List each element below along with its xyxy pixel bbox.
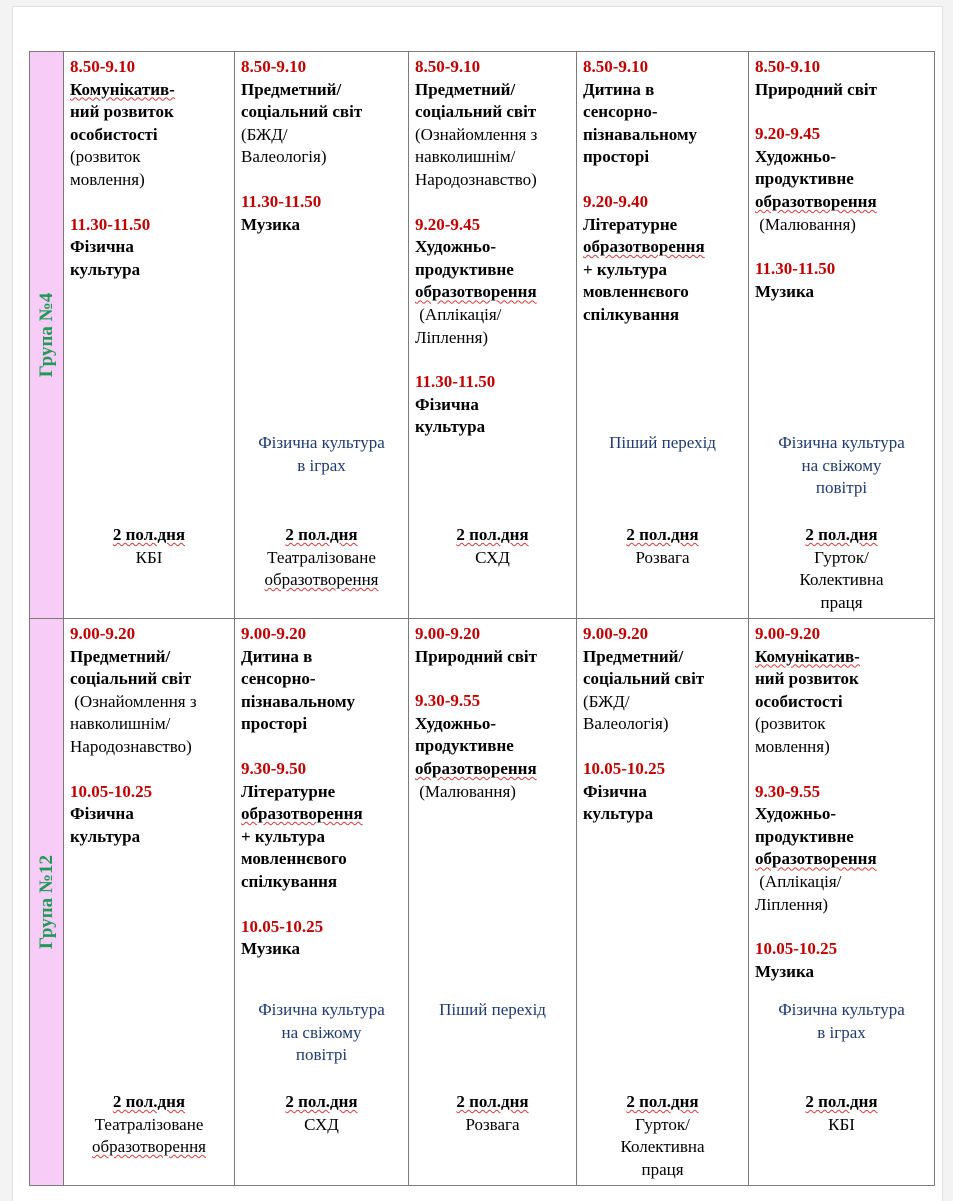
day-cell xyxy=(235,52,409,619)
afternoon-activity-line: Театралізоване xyxy=(267,547,376,567)
afternoon-activity-line: праця xyxy=(820,592,863,612)
lesson-note-line: (Аплікація/ xyxy=(755,871,842,891)
day-cell xyxy=(577,52,749,619)
lesson-note-line: Народознавство) xyxy=(70,736,192,756)
lesson-subject-line: Предметний/ xyxy=(241,79,342,99)
lesson-note-line: мовлення) xyxy=(755,736,830,756)
lesson-subject-line: Художньо- xyxy=(755,146,837,166)
lesson-note-line: навколишнім/ xyxy=(415,147,516,167)
day-cell xyxy=(409,619,577,1186)
lesson-note-line: Валеологія) xyxy=(583,714,669,734)
day-cell xyxy=(749,619,935,1186)
outdoor-activity-line: на свіжому xyxy=(801,455,882,475)
lesson-subject-line: Фізична xyxy=(70,237,134,257)
afternoon-activity-line: Розвага xyxy=(635,547,690,567)
outdoor-activity-line: повітрі xyxy=(295,1045,348,1065)
afternoon-heading: 2 пол.дня xyxy=(626,525,699,544)
lesson-subject-line: Предметний/ xyxy=(415,79,516,99)
lesson-subject-line: Природний світ xyxy=(755,79,877,99)
afternoon-activity-line: Гурток/ xyxy=(635,1114,690,1134)
group-cell xyxy=(30,52,64,619)
afternoon-heading: 2 пол.дня xyxy=(626,1092,699,1111)
lesson-subject-line: Фізична xyxy=(583,781,647,801)
lesson-note-line: (Малювання) xyxy=(415,781,516,801)
afternoon-activity xyxy=(235,524,408,592)
outdoor-activity xyxy=(751,432,932,500)
lesson-time: 9.00-9.20 xyxy=(415,624,481,643)
afternoon-activity-line: Театралізоване xyxy=(94,1114,204,1134)
afternoon-activity-line: образотворення xyxy=(92,1137,206,1157)
lesson-note-line: навколишнім/ xyxy=(70,714,171,734)
afternoon-activity xyxy=(409,1091,576,1136)
outdoor-activity-line: в іграх xyxy=(817,1022,866,1042)
lesson-time: 8.50-9.10 xyxy=(583,57,649,76)
lesson-subject-line: продуктивне xyxy=(415,736,514,756)
lesson-note-line: (розвиток xyxy=(755,714,826,734)
lesson-time: 9.00-9.20 xyxy=(583,624,649,643)
lesson-time: 10.05-10.25 xyxy=(70,781,153,801)
lesson-note-line: (розвиток xyxy=(70,147,141,167)
lesson-time: 10.05-10.25 xyxy=(241,916,324,936)
lesson-note-line: (БЖД/ xyxy=(241,124,288,144)
schedule-row xyxy=(30,619,935,1186)
lesson-subject-line: Музика xyxy=(241,939,300,959)
lesson-subject-line: Фізична xyxy=(415,394,479,414)
lesson-time: 9.20-9.45 xyxy=(415,214,481,234)
afternoon-activity xyxy=(64,1091,234,1159)
lesson-subject-line: образотворення xyxy=(415,282,537,302)
outdoor-activity-line: Фізична культура xyxy=(778,1000,905,1019)
lesson-subject-line: сенсорно- xyxy=(241,669,316,689)
afternoon-activity xyxy=(64,524,234,569)
outdoor-activity-line: Фізична культура xyxy=(258,433,385,452)
lesson-time: 9.30-9.55 xyxy=(415,691,481,711)
lesson-subject-line: культура xyxy=(583,804,654,824)
day-cell xyxy=(64,52,235,619)
lesson-subject-line: ний розвиток xyxy=(755,669,859,689)
outdoor-activity xyxy=(237,999,406,1067)
lesson-line xyxy=(755,646,930,669)
day-cell xyxy=(64,619,235,1186)
afternoon-activity-line: СХД xyxy=(304,1114,339,1134)
lesson-subject-line: образотворення xyxy=(755,191,877,211)
schedule-row xyxy=(30,52,935,619)
lesson-time: 11.30-11.50 xyxy=(755,259,836,279)
lesson-subject-line: Художньо- xyxy=(415,713,497,733)
lesson-subject-line: культура xyxy=(70,259,141,279)
lesson-subject-line: мовленнєвого xyxy=(583,282,689,302)
lesson-subject-line: мовленнєвого xyxy=(241,849,347,869)
lesson-note-line: Народознавство) xyxy=(415,169,537,189)
afternoon-activity xyxy=(409,524,576,569)
lesson-note-line: Валеологія) xyxy=(241,147,327,167)
lesson-note-line: Ліплення) xyxy=(755,894,829,914)
lesson-subject-line: просторі xyxy=(241,714,308,734)
lesson-time: 11.30-11.50 xyxy=(241,191,322,211)
lesson-subject-line: спілкування xyxy=(241,871,338,891)
lesson-subject-line: образотворення xyxy=(415,758,537,778)
lesson-subject-line: сенсорно- xyxy=(583,102,658,122)
lesson-note-line: мовлення) xyxy=(70,169,145,189)
schedule-table xyxy=(29,51,935,1186)
lesson-subject-line: Художньо- xyxy=(755,804,837,824)
lesson-note-line: (Малювання) xyxy=(755,214,856,234)
lesson-subject-line: образотворення xyxy=(241,804,363,824)
afternoon-activity-line: Колективна xyxy=(799,570,884,590)
lesson-note-line: (Ознайомлення з xyxy=(70,691,197,711)
lesson-subject-line: Фізична xyxy=(70,804,134,824)
lesson-note-line: (БЖД/ xyxy=(583,691,630,711)
outdoor-activity xyxy=(579,432,746,455)
afternoon-heading: 2 пол.дня xyxy=(112,525,186,544)
lesson-subject-line: Предметний/ xyxy=(583,646,684,666)
lesson-line xyxy=(583,236,744,259)
outdoor-activity xyxy=(751,999,932,1044)
afternoon-heading: 2 пол.дня xyxy=(456,1092,529,1111)
lesson-time: 9.00-9.20 xyxy=(755,624,821,643)
afternoon-heading: 2 пол.дня xyxy=(285,525,358,544)
lesson-subject-line: Літературне xyxy=(241,781,336,801)
lesson-subject-line: Музика xyxy=(241,214,300,234)
outdoor-activity xyxy=(411,999,574,1022)
lesson-subject-line: культура xyxy=(415,417,486,437)
lesson-subject-line: соціальний світ xyxy=(415,102,537,122)
afternoon-heading: 2 пол.дня xyxy=(805,1092,878,1111)
afternoon-activity xyxy=(749,1091,934,1136)
group-cell xyxy=(30,619,64,1186)
afternoon-activity-line: Колективна xyxy=(620,1137,705,1157)
lesson-subject-line: + культура xyxy=(583,259,668,279)
lesson-line xyxy=(755,191,930,214)
afternoon-heading: 2 пол.дня xyxy=(456,525,529,544)
afternoon-activity-line: КБІ xyxy=(135,547,163,567)
lesson-time: 9.30-9.50 xyxy=(241,758,307,778)
lesson-subject-line: + культура xyxy=(241,826,326,846)
afternoon-heading: 2 пол.дня xyxy=(805,525,878,544)
lesson-time: 11.30-11.50 xyxy=(415,372,496,392)
lesson-time: 9.20-9.45 xyxy=(755,124,821,144)
afternoon-activity xyxy=(235,1091,408,1136)
lesson-subject-line: особистості xyxy=(70,124,158,144)
outdoor-activity-line: повітрі xyxy=(815,478,868,498)
lesson-time: 9.00-9.20 xyxy=(241,624,307,643)
lesson-line xyxy=(415,758,572,781)
lesson-note-line: (Ознайомлення з xyxy=(415,124,538,144)
lesson-time: 10.05-10.25 xyxy=(583,758,666,778)
lesson-note-line: (Аплікація/ xyxy=(415,304,502,324)
lesson-line xyxy=(241,803,404,826)
outdoor-activity-line: в іграх xyxy=(297,455,346,475)
lesson-time: 9.30-9.55 xyxy=(755,781,821,801)
outdoor-activity-line: Фізична культура xyxy=(778,433,905,452)
afternoon-activity-line: праця xyxy=(641,1159,684,1179)
outdoor-activity-line: Піший перехід xyxy=(609,433,716,452)
lesson-note-line: Ліплення) xyxy=(415,327,489,347)
day-cell xyxy=(409,52,577,619)
lesson-line xyxy=(755,848,930,871)
day-cell xyxy=(577,619,749,1186)
afternoon-activity-line: Гурток/ xyxy=(814,547,869,567)
document-page xyxy=(12,6,943,1201)
lesson-subject-line: Предметний/ xyxy=(70,646,171,666)
lesson-time: 10.05-10.25 xyxy=(755,939,838,959)
lesson-subject-line: культура xyxy=(70,826,141,846)
outdoor-activity-line: на свіжому xyxy=(281,1022,362,1042)
afternoon-activity xyxy=(749,524,934,614)
lesson-subject-line: продуктивне xyxy=(415,259,514,279)
lesson-subject-line: соціальний світ xyxy=(241,102,363,122)
lesson-subject-line: Дитина в xyxy=(241,646,313,666)
lesson-subject-line: Комунікатив- xyxy=(755,646,860,666)
lesson-time: 8.50-9.10 xyxy=(70,57,136,76)
lesson-subject-line: продуктивне xyxy=(755,169,854,189)
afternoon-activity-line: образотворення xyxy=(264,570,379,590)
afternoon-activity-line: СХД xyxy=(475,547,510,567)
lesson-subject-line: Музика xyxy=(755,281,814,301)
lesson-subject-line: образотворення xyxy=(583,237,705,257)
lesson-time: 8.50-9.10 xyxy=(241,57,307,76)
lesson-line xyxy=(70,79,230,102)
lesson-time: 8.50-9.10 xyxy=(755,57,821,76)
afternoon-heading: 2 пол.дня xyxy=(112,1092,186,1111)
lesson-subject-line: пізнавальному xyxy=(583,124,698,144)
lesson-subject-line: пізнавальному xyxy=(241,691,356,711)
lesson-subject-line: Природний світ xyxy=(415,646,537,666)
lesson-time: 9.20-9.40 xyxy=(583,191,649,211)
lesson-subject-line: особистості xyxy=(755,691,843,711)
group-label: Група №12 xyxy=(35,855,57,949)
group-label: Група №4 xyxy=(35,292,57,378)
afternoon-activity xyxy=(577,524,748,569)
lesson-subject-line: ний розвиток xyxy=(70,102,174,122)
lesson-time: 8.50-9.10 xyxy=(415,57,481,76)
lesson-time: 11.30-11.50 xyxy=(70,214,151,234)
lesson-subject-line: соціальний світ xyxy=(583,669,705,689)
lesson-subject-line: продуктивне xyxy=(755,826,854,846)
lesson-subject-line: просторі xyxy=(583,147,650,167)
outdoor-activity xyxy=(237,432,406,477)
lesson-time: 9.00-9.20 xyxy=(70,624,136,643)
outdoor-activity-line: Піший перехід xyxy=(439,1000,546,1019)
lesson-subject-line: Комунікатив- xyxy=(70,79,175,99)
lesson-subject-line: Музика xyxy=(755,961,814,981)
afternoon-activity xyxy=(577,1091,748,1181)
lesson-subject-line: спілкування xyxy=(583,304,680,324)
day-cell xyxy=(749,52,935,619)
lesson-subject-line: Дитина в xyxy=(583,79,655,99)
lesson-subject-line: Літературне xyxy=(583,214,678,234)
lesson-line xyxy=(415,281,572,304)
lesson-subject-line: Художньо- xyxy=(415,237,497,257)
lesson-subject-line: соціальний світ xyxy=(70,669,192,689)
day-cell xyxy=(235,619,409,1186)
afternoon-activity-line: Розвага xyxy=(465,1114,520,1134)
afternoon-activity-line: КБІ xyxy=(828,1114,855,1134)
lesson-subject-line: образотворення xyxy=(755,849,877,869)
afternoon-heading: 2 пол.дня xyxy=(285,1092,358,1111)
outdoor-activity-line: Фізична культура xyxy=(258,1000,385,1019)
